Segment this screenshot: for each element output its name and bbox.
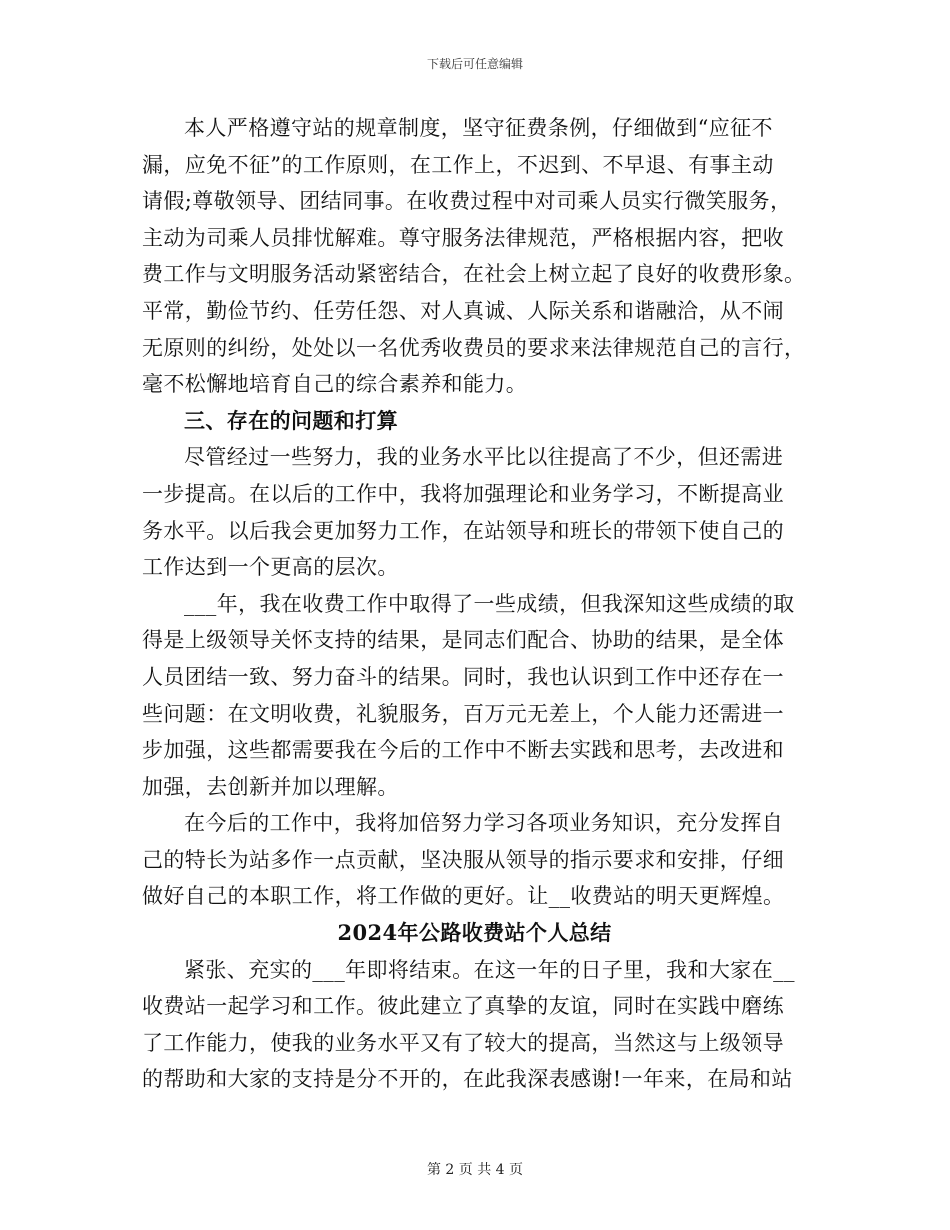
paragraph-line: 在今后的工作中，我将加倍努力学习各项业务知识，充分发挥自 <box>184 811 784 836</box>
paragraph-line: 得是上级领导关怀支持的结果，是同志们配合、协助的结果，是全体 <box>142 628 784 653</box>
paragraph-line: 漏，应免不征”的工作原则，在工作上，不迟到、不早退、有事主动 <box>142 152 774 177</box>
paragraph-line: 些问题：在文明收费，礼貌服务，百万元无差上，个人能力还需进一 <box>142 701 784 726</box>
paragraph-line: 尽管经过一些努力，我的业务水平比以往提高了不少，但还需进 <box>184 445 784 470</box>
paragraph-line: 步加强，这些都需要我在今后的工作中不断去实践和思考，去改进和 <box>142 738 784 763</box>
paragraph-line: 做好自己的本职工作，将工作做的更好。让__收费站的明天更辉煌。 <box>142 884 785 909</box>
page-header: 下载后可任意编辑 <box>426 57 523 71</box>
paragraph-line: 收费站一起学习和工作。彼此建立了真挚的友谊，同时在实践中磨练 <box>142 994 784 1019</box>
paragraph-line: 本人严格遵守站的规章制度，坚守征费条例，仔细做到“应征不 <box>184 116 773 140</box>
paragraph-line: 己的特长为站多作一点贡献，坚决服从领导的指示要求和安排，仔细 <box>142 847 784 872</box>
document-body <box>142 110 807 1098</box>
paragraph-line: 人员团结一致、努力奋斗的结果。同时，我也认识到工作中还存在一 <box>142 664 784 689</box>
page-footer: 第 2 页 共 4 页 <box>426 1162 524 1178</box>
section-heading: 三、存在的问题和打算 <box>184 407 398 433</box>
paragraph-line: 加强，去创新并加以理解。 <box>142 774 399 799</box>
paragraph-line: 费工作与文明服务活动紧密结合，在社会上树立起了良好的收费形象。 <box>142 262 806 287</box>
paragraph-line: 平常，勤俭节约、任劳任怨、对人真诚、人际关系和谐融洽，从不闹 <box>142 298 784 323</box>
paragraph-line: 毫不松懈地培育自己的综合素养和能力。 <box>142 372 528 397</box>
paragraph-line: 的帮助和大家的支持是分不开的，在此我深表感谢!一年来，在局和站 <box>142 1067 793 1092</box>
paragraph-line: 请假;尊敬领导、团结同事。在收费过程中对司乘人员实行微笑服务， <box>142 189 792 214</box>
paragraph-line: 无原则的纠纷，处处以一名优秀收费员的要求来法律规范自己的言行， <box>142 335 806 360</box>
paragraph-line: 一步提高。在以后的工作中，我将加强理论和业务学习，不断提高业 <box>142 481 784 506</box>
paragraph-line: 紧张、充实的___年即将结束。在这一年的日子里，我和大家在__ <box>184 957 795 982</box>
paragraph-line: 主动为司乘人员排忧解难。尊守服务法律规范，严格根据内容，把收 <box>142 225 784 250</box>
paragraph-line: 工作达到一个更高的层次。 <box>142 555 399 580</box>
document-title: 2024年公路收费站个人总结 <box>337 920 612 946</box>
paragraph-line: 务水平。以后我会更加努力工作，在站领导和班长的带领下使自己的 <box>142 518 784 543</box>
paragraph-line: ___年，我在收费工作中取得了一些成绩，但我深知这些成绩的取 <box>184 591 795 616</box>
paragraph-line: 了工作能力，使我的业务水平又有了较大的提高，当然这与上级领导 <box>142 1030 784 1055</box>
